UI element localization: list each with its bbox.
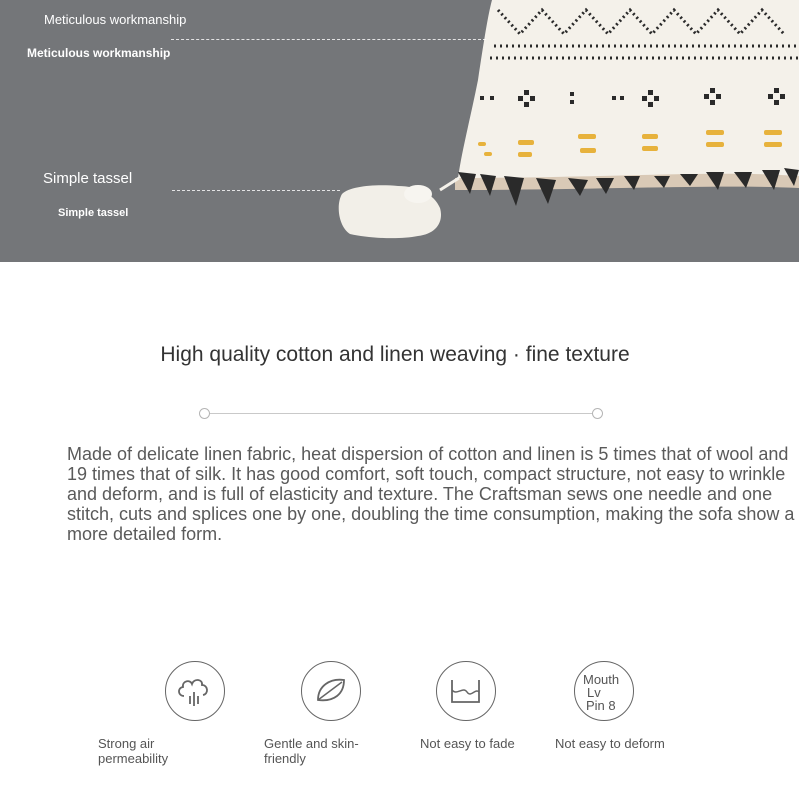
cloud-air-icon: [165, 661, 225, 721]
badge-line-2: Lv: [587, 685, 601, 700]
divider-dot-right: [592, 408, 603, 419]
product-hero-image: [0, 0, 799, 262]
workmanship-leader-line: [171, 39, 486, 40]
workmanship-callout-subtitle: Meticulous workmanship: [27, 46, 171, 60]
badge-line-1: Mouth: [583, 672, 620, 687]
feature-label-not-fade: Not easy to fade: [420, 736, 515, 751]
product-description: Made of delicate linen fabric, heat dispersion of cotton and linen is 5 times that of wool and 19 times that of silk. It has good comfort, soft touch, compact structure, not easy to wrinkle and deform, and is full of elasticity and texture. The Craftsman sews one needle and one stitch, cuts and splices one by one, doubling the time consumption, making the sofa show a more detailed form.: [67, 444, 795, 544]
feature-label-air-permeability: Strong air permeability: [98, 736, 169, 766]
text-badge-icon: [574, 661, 634, 721]
badge-line-3: Pin 8: [586, 698, 616, 713]
feature-label-skin-friendly: Gentle and skin-friendly: [264, 736, 359, 766]
section-divider: [199, 407, 603, 421]
workmanship-callout: Meticulous workmanship: [44, 12, 187, 27]
tassel-leader-line: [172, 190, 340, 191]
leaf-icon: [301, 661, 361, 721]
section-headline: High quality cotton and linen weaving · fine texture: [160, 343, 630, 366]
divider-line: [207, 413, 595, 414]
feature-label-not-deform: Not easy to deform: [555, 736, 665, 751]
tassel-callout-subtitle: Simple tassel: [58, 207, 129, 219]
water-container-icon: [436, 661, 496, 721]
tassel-callout: Simple tassel: [43, 170, 133, 187]
divider-dot-left: [199, 408, 210, 419]
